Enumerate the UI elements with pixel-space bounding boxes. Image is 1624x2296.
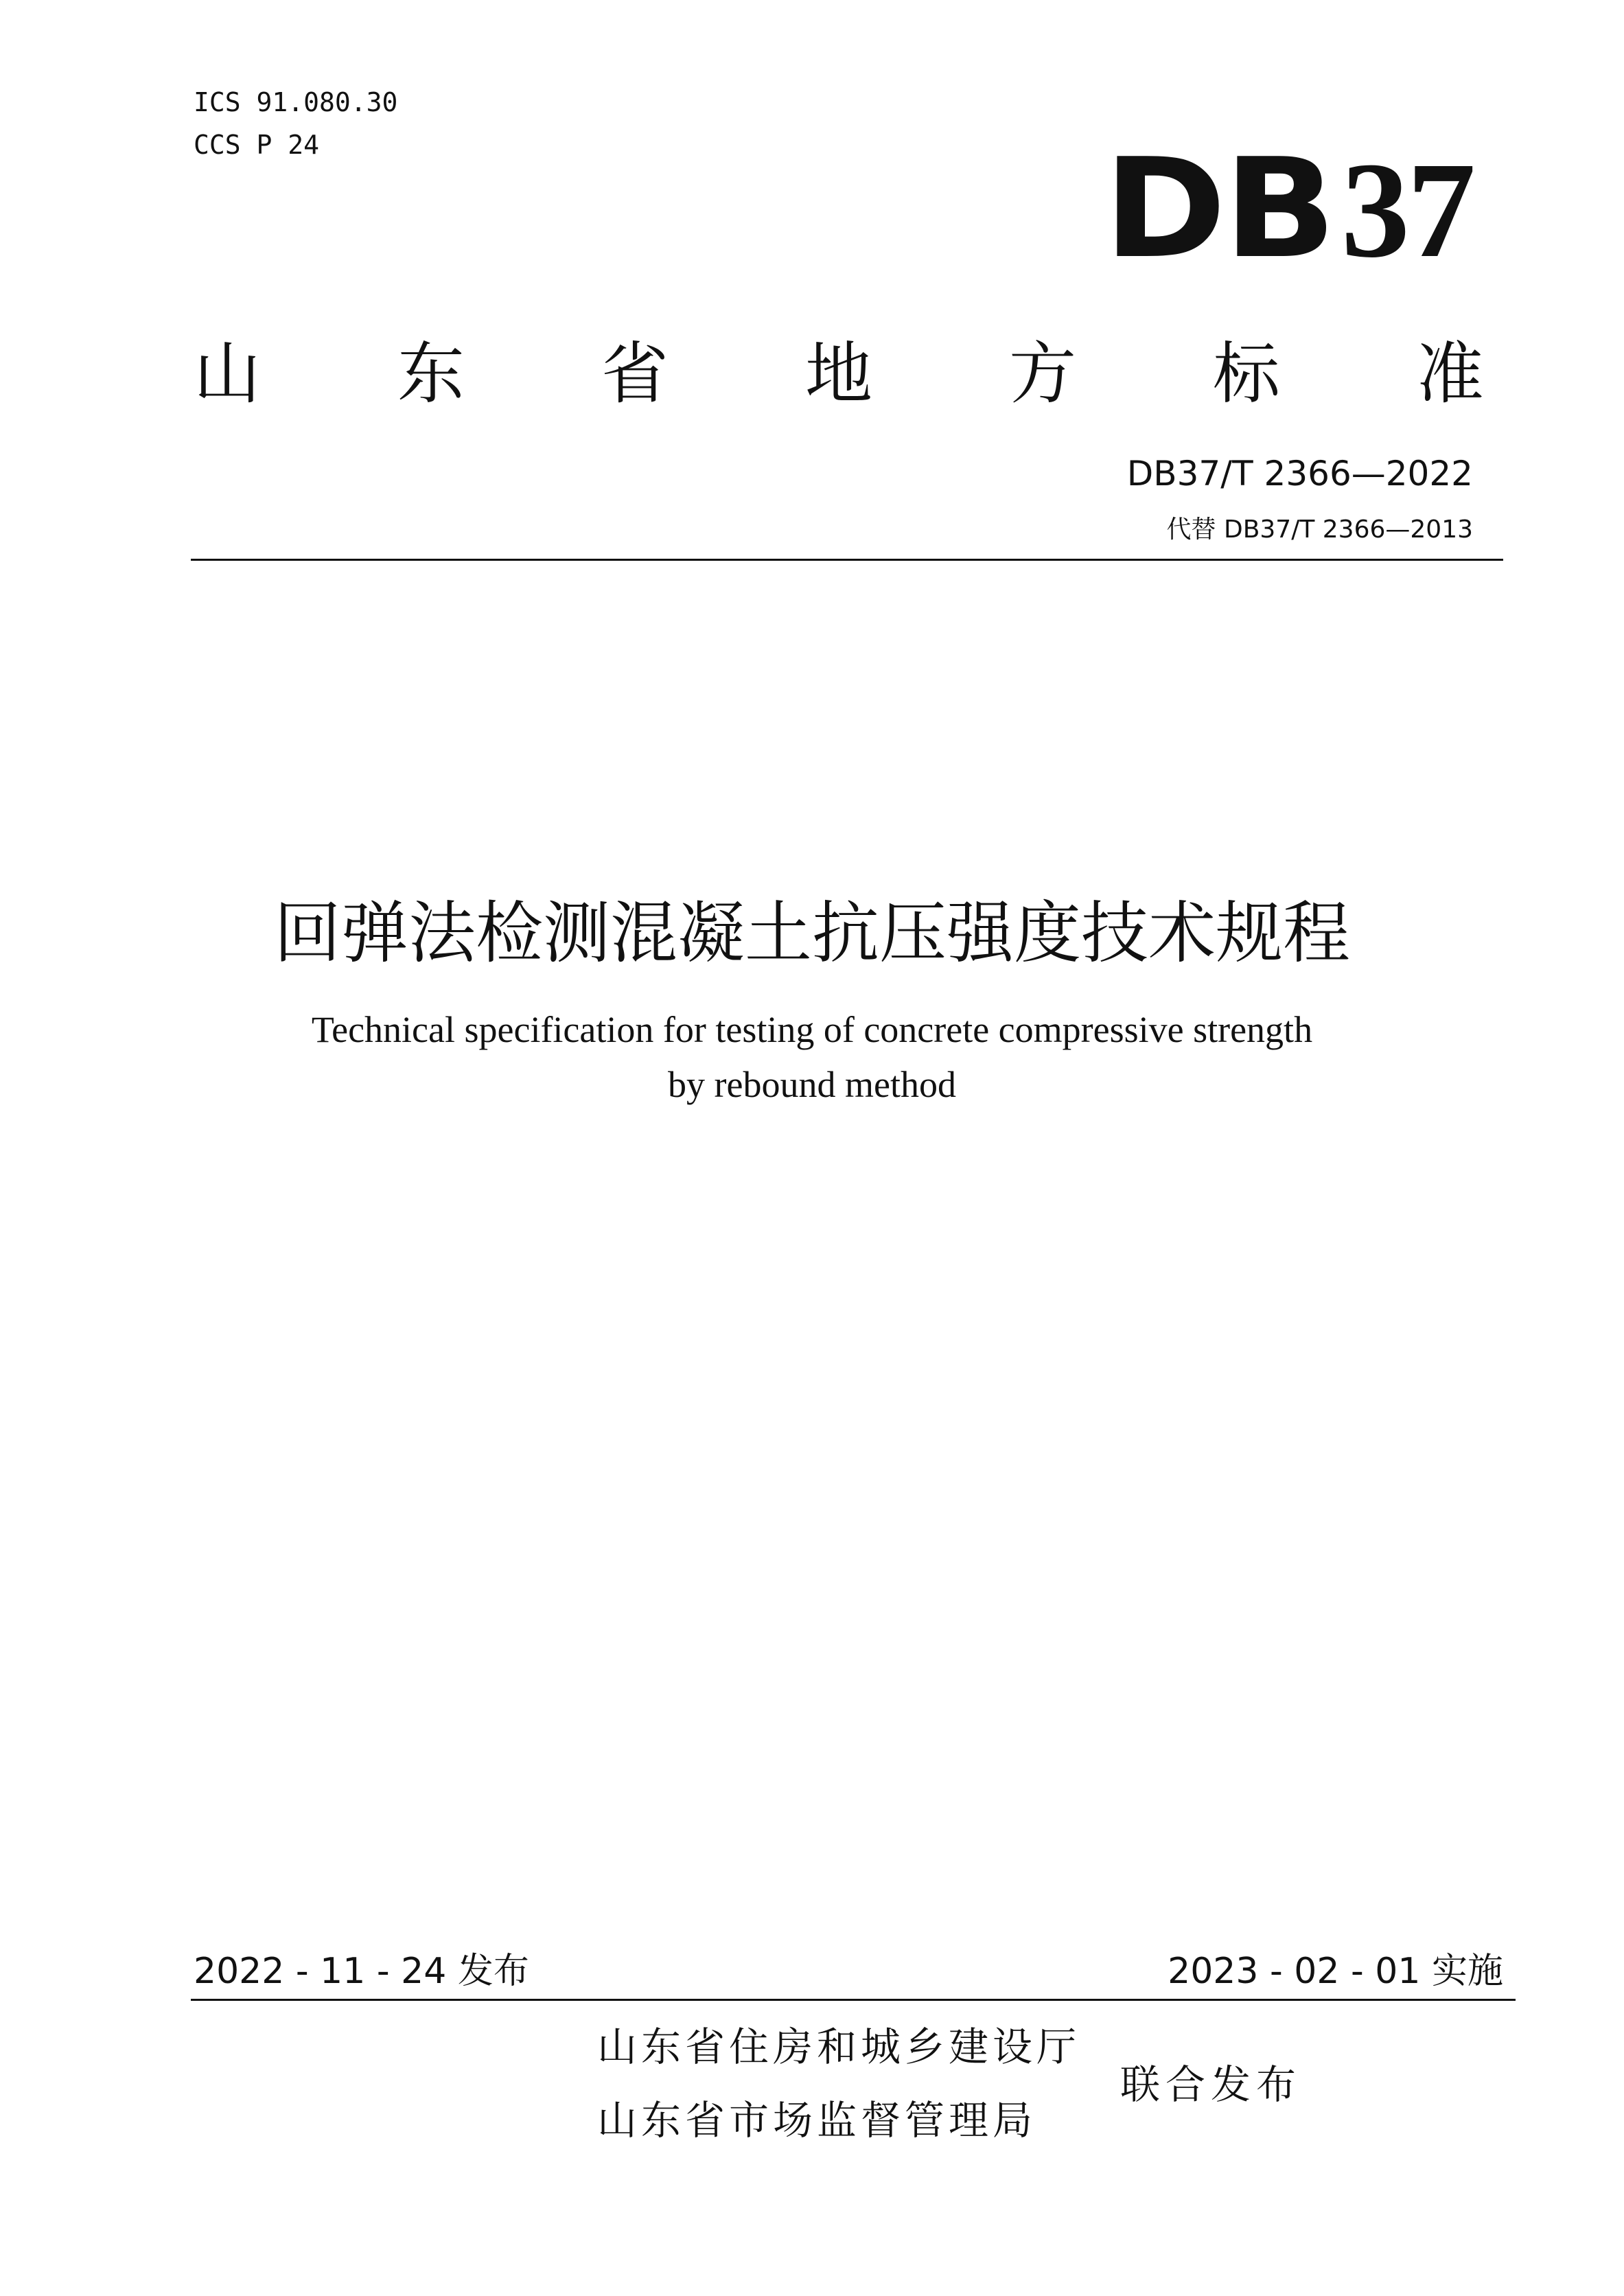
standard-type-char: 省 [601,335,669,413]
standard-type-char: 方 [1008,335,1076,413]
header-divider [191,559,1503,561]
document-title-cn: 回弹法检测混凝土抗压强度技术规程 [273,894,1350,973]
document-title-en-line1: Technical specification for testing of concrete compressive strength [311,1009,1313,1050]
ccs-code: CCS P 24 [194,130,320,160]
standard-type-heading [194,333,1484,415]
standard-type-char: 标 [1212,335,1280,413]
standard-number: DB37/T 2366—2022 [1126,454,1473,494]
classification-codes [194,81,397,166]
issue-date: 2022 - 11 - 24 发布 [194,1951,529,1992]
replaces-standard: 代替 DB37/T 2366—2013 [1166,515,1473,544]
publisher-1: 山东省住房和城乡建设厅 [597,2024,1081,2070]
implementation-date: 2023 - 02 - 01 实施 [1168,1951,1503,1992]
joint-publish-label: 联合发布 [1120,2061,1302,2108]
standard-type-char: 地 [804,335,872,413]
standard-type-char: 东 [397,335,465,413]
ics-code: ICS 91.080.30 [194,87,398,117]
logo-letters: DB [1103,129,1334,289]
standard-type-char: 山 [194,335,262,413]
logo-number: 37 [1341,135,1473,286]
footer-divider [191,1999,1516,2001]
publisher-2: 山东省市场监督管理局 [597,2097,1037,2144]
document-title-en-line2: by rebound method [668,1064,956,1105]
standard-type-char: 准 [1416,335,1484,413]
standard-logo [1103,129,1473,289]
